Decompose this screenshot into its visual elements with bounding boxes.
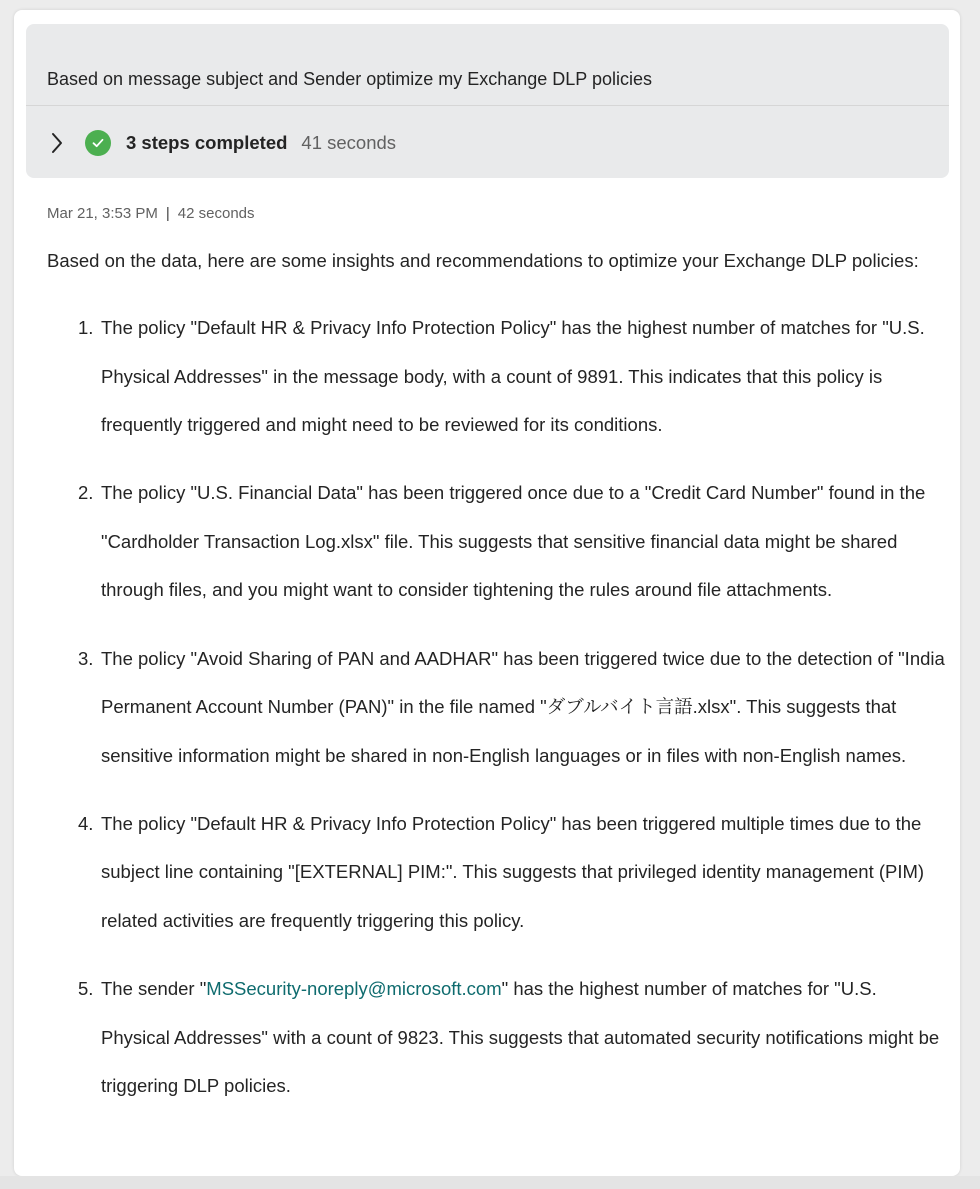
response-meta bbox=[47, 205, 255, 222]
list-item-number: 5. bbox=[78, 978, 94, 1000]
list-item-number: 4. bbox=[78, 812, 94, 834]
list-item-text: The policy "U.S. Financial Data" has been triggered once due to a "Credit Card Number" found in the "Cardholder Transaction Log.xlsx" file. This suggests that sensitive financial data might be shared through files, and you might want to consider tightening the rules around file attachments. bbox=[101, 482, 926, 601]
list-item-number: 1. bbox=[78, 317, 94, 338]
steps-summary[interactable] bbox=[46, 128, 396, 158]
list-item bbox=[78, 469, 948, 615]
list-item bbox=[78, 800, 948, 946]
response-intro: Based on the data, here are some insights and recommendations to optimize your Exchange DLP policies: bbox=[47, 250, 919, 271]
list-item-text-after: " has the highest number of matches for "U.S. Physical Addresses" with a count of 9823. This suggests that automated security notifications might be triggering DLP policies. bbox=[101, 978, 940, 1097]
list-item-text: The policy "Default HR & Privacy Info Protection Policy" has the highest number of matches for "U.S. Physical Addresses" in the message body, with a count of 9891. This indicates that this policy is frequently triggered and might need to be reviewed for its conditions. bbox=[101, 317, 925, 436]
prompt-text: Based on message subject and Sender optimize my Exchange DLP policies bbox=[47, 69, 653, 89]
list-item-text: The policy "Default HR & Privacy Info Protection Policy" has been triggered multiple times due to the subject line containing "[EXTERNAL] PIM:". This suggests that privileged identity management (PIM) related activities are frequently triggering this policy. bbox=[101, 812, 925, 932]
list-item-text: The policy "Avoid Sharing of PAN and AADHAR" has been triggered twice due to the detection of "India Permanent Account Number (PAN)" in the file named "ダブルバイト言語.xlsx". This suggests that sensitive information might be shared in non-English languages or in files with non-English names. bbox=[101, 647, 945, 766]
chevron-right-icon[interactable] bbox=[46, 128, 68, 158]
response-timestamp: Mar 21, 3:53 PM bbox=[47, 205, 158, 222]
list-item bbox=[78, 304, 948, 450]
list-item-text-before: The sender " bbox=[101, 978, 207, 1000]
list-item-number: 2. bbox=[78, 482, 94, 504]
chat-response-card bbox=[14, 10, 960, 1176]
list-item bbox=[78, 965, 948, 1111]
sender-email-link[interactable]: MSSecurity-noreply@microsoft.com bbox=[206, 978, 502, 1000]
steps-duration: 41 seconds bbox=[301, 132, 397, 153]
recommendation-list bbox=[78, 304, 948, 1130]
meta-separator: | bbox=[165, 205, 170, 222]
list-item-number: 3. bbox=[78, 647, 94, 669]
divider bbox=[26, 105, 949, 106]
prompt-block bbox=[26, 24, 949, 178]
checkmark-circle-icon bbox=[85, 130, 111, 156]
response-duration: 42 seconds bbox=[177, 205, 255, 222]
list-item bbox=[78, 635, 948, 781]
steps-label: 3 steps completed bbox=[126, 132, 288, 153]
bottom-edge bbox=[0, 1176, 980, 1189]
